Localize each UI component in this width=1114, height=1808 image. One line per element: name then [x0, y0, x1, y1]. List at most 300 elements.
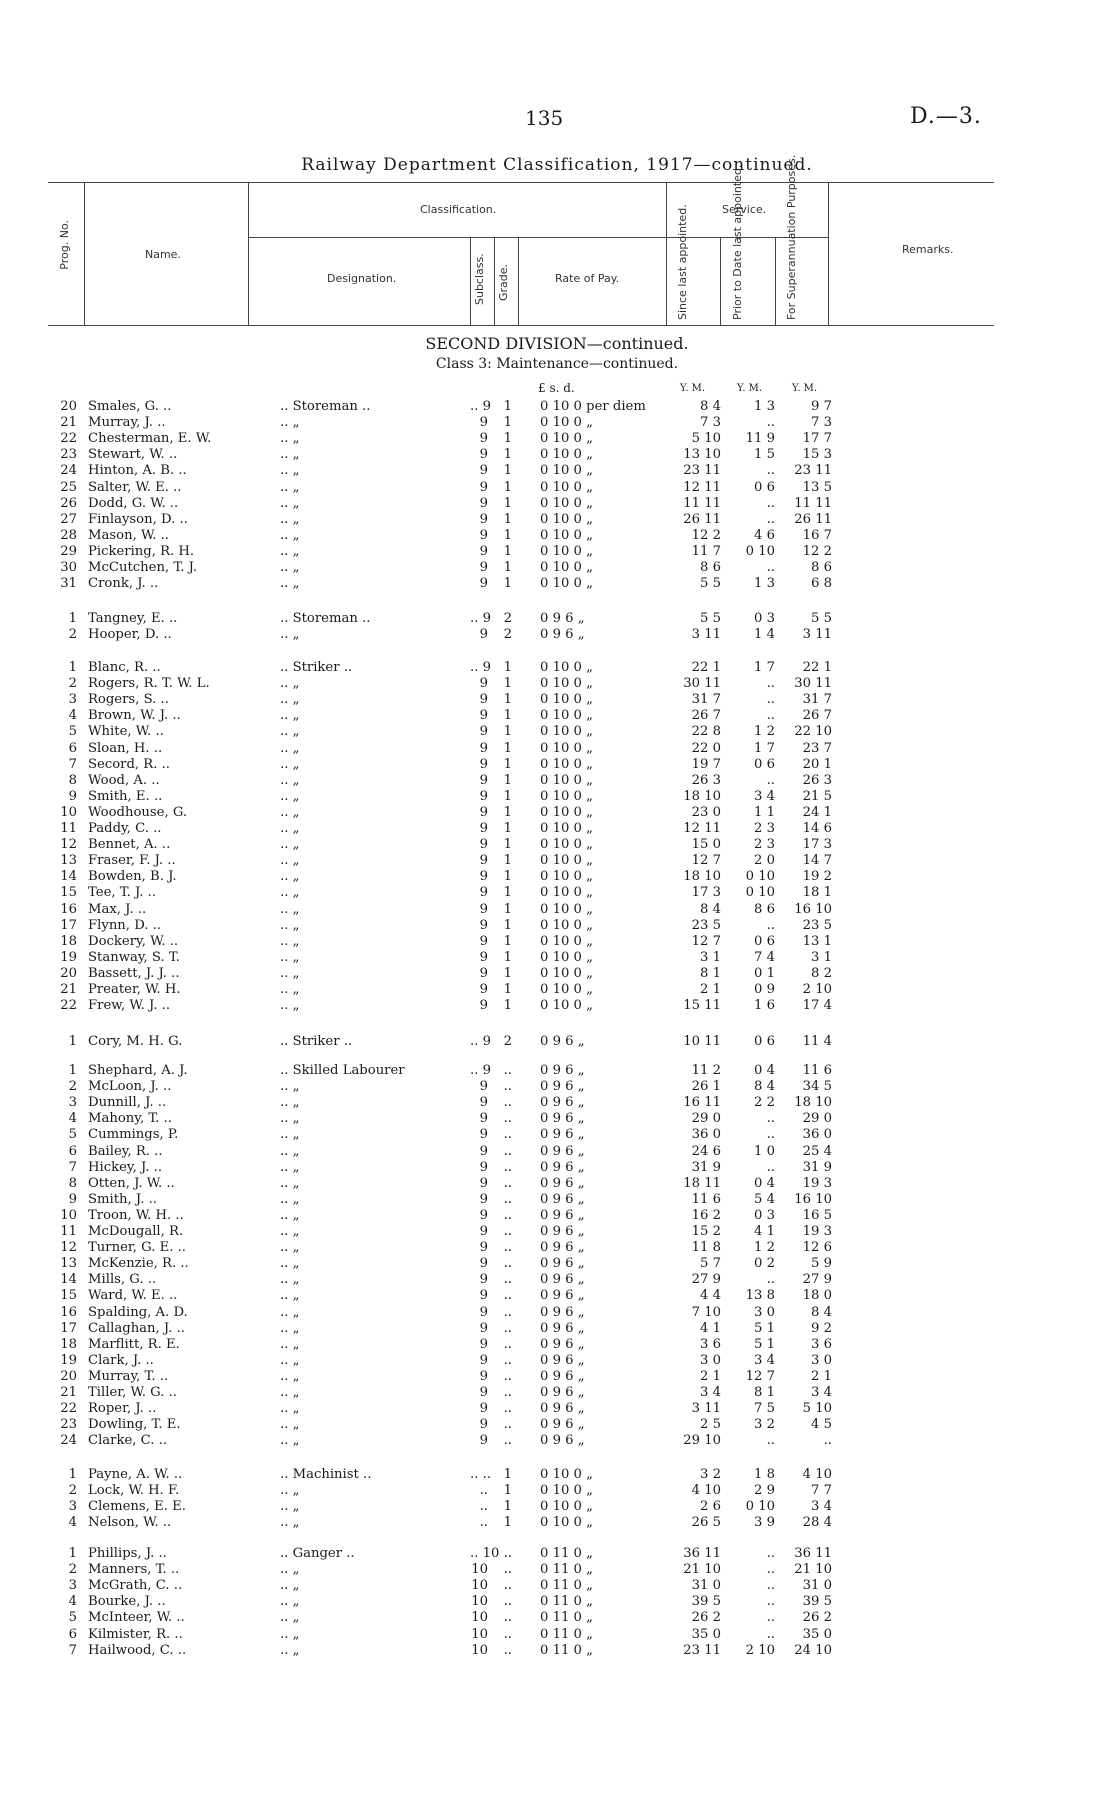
employee-name: Fraser, F. J. ..	[88, 853, 176, 869]
employee-name: Tiller, W. G. ..	[88, 1385, 177, 1400]
grade: ..	[503, 1288, 512, 1304]
table-row	[0, 1160, 1114, 1176]
prog-no: 20	[60, 965, 77, 981]
grade: ..	[503, 1546, 512, 1561]
service-prior: 2 9	[754, 1483, 775, 1499]
table-row	[0, 431, 1114, 447]
table-row	[0, 789, 1114, 805]
employee-name: Payne, A. W. ..	[88, 1467, 183, 1482]
prog-no: 7	[68, 1642, 77, 1658]
employee-name: Clarke, C. ..	[88, 1433, 168, 1449]
service-since-appointed: 12 11	[683, 479, 721, 495]
rate-of-pay: 0 11 0 „	[540, 1594, 593, 1610]
subclass: .. ..	[470, 1467, 491, 1482]
subclass: 9	[479, 1240, 488, 1256]
service-prior: ..	[766, 676, 775, 692]
grade: ..	[503, 1304, 512, 1320]
grade: ..	[503, 1562, 512, 1578]
service-since-appointed: 21 10	[683, 1562, 721, 1578]
prog-no: 20	[60, 399, 77, 414]
grade: 1	[503, 692, 512, 708]
subclass: 9	[479, 1385, 488, 1400]
rate-of-pay: 0 10 0 per diem	[540, 399, 646, 414]
grade: ..	[503, 1642, 512, 1658]
units-super: Y. M.	[792, 383, 818, 394]
service-superannuation: 26 11	[794, 511, 832, 527]
service-prior: 1 3	[754, 576, 775, 592]
service-superannuation: 22 1	[802, 660, 832, 675]
service-superannuation: 9 7	[811, 399, 832, 414]
prog-no: 11	[60, 821, 77, 836]
rate-of-pay: 0 10 0 „	[540, 660, 593, 675]
service-prior: 0 10	[745, 885, 775, 901]
subclass: 9	[479, 949, 488, 965]
table-row	[0, 805, 1114, 821]
service-prior: 5 1	[754, 1336, 775, 1352]
service-superannuation: 14 7	[802, 853, 832, 869]
service-since-appointed: 2 5	[700, 1417, 721, 1433]
grade: 1	[503, 1515, 512, 1531]
table-row	[0, 1610, 1114, 1626]
prog-no: 14	[60, 869, 77, 885]
table-row	[0, 1499, 1114, 1515]
grade: 1	[503, 479, 512, 495]
table-row	[0, 708, 1114, 724]
subclass: 10	[471, 1562, 488, 1578]
table-row	[0, 1321, 1114, 1337]
designation: .. „	[280, 933, 300, 949]
employee-name: Callaghan, J. ..	[88, 1320, 185, 1336]
rate-of-pay: 0 9 6 „	[540, 1385, 585, 1400]
grade: 2	[503, 627, 512, 643]
table-row	[0, 918, 1114, 934]
rate-of-pay: 0 10 0 „	[540, 804, 593, 820]
grade: ..	[503, 1175, 512, 1191]
subsection-heading: Class 3: Maintenance—continued.	[435, 356, 679, 372]
service-since-appointed: 26 11	[683, 511, 721, 527]
subclass: .. 9	[470, 611, 491, 626]
subclass: 9	[479, 1272, 488, 1288]
designation: .. „	[280, 982, 300, 997]
grade: 1	[503, 740, 512, 756]
rate-of-pay: 0 11 0 „	[540, 1610, 593, 1626]
service-prior: 0 9	[754, 982, 775, 997]
prog-no: 23	[60, 447, 77, 463]
subclass: 9	[479, 1304, 488, 1320]
table-row	[0, 660, 1114, 676]
prog-no: 2	[68, 676, 77, 692]
service-since-appointed: 3 2	[700, 1467, 721, 1482]
subclass: 9	[479, 1352, 488, 1368]
rate-of-pay: 0 10 0 „	[540, 821, 593, 836]
service-prior: 0 3	[754, 611, 775, 626]
service-since-appointed: 12 2	[691, 527, 721, 543]
service-prior: 7 5	[754, 1401, 775, 1417]
service-prior: 0 6	[754, 479, 775, 495]
table-row	[0, 757, 1114, 773]
service-superannuation: 11 11	[794, 495, 832, 511]
designation: .. „	[280, 527, 300, 543]
grade: ..	[503, 1159, 512, 1175]
designation: .. „	[280, 1562, 300, 1578]
service-prior: ..	[766, 1546, 775, 1561]
employee-name: Clemens, E. E.	[88, 1499, 186, 1515]
service-since-appointed: 35 0	[691, 1626, 721, 1642]
employee-name: Roper, J. ..	[88, 1401, 157, 1417]
designation: .. „	[280, 804, 300, 820]
service-superannuation: 20 1	[802, 756, 832, 772]
designation: .. „	[280, 1095, 300, 1111]
header-designation: Designation.	[327, 272, 397, 285]
employee-name: Rogers, S. ..	[88, 692, 169, 708]
subclass: 10	[471, 1642, 488, 1658]
grade: ..	[503, 1401, 512, 1417]
service-superannuation: 3 4	[811, 1385, 832, 1400]
grade: 1	[503, 511, 512, 527]
service-superannuation: 5 5	[811, 611, 832, 626]
rate-of-pay: 0 10 0 „	[540, 724, 593, 740]
prog-no: 21	[60, 982, 77, 997]
prog-no: 2	[68, 1079, 77, 1095]
prog-no: 20	[60, 1368, 77, 1384]
subclass: 9	[479, 447, 488, 463]
employee-name: Marflitt, R. E.	[88, 1336, 180, 1352]
employee-name: Ward, W. E. ..	[88, 1288, 178, 1304]
subclass: 9	[479, 1417, 488, 1433]
subclass: 9	[479, 788, 488, 804]
employee-name: Dockery, W. ..	[88, 933, 179, 949]
employee-name: Chesterman, E. W.	[88, 431, 212, 447]
subclass: 9	[479, 885, 488, 901]
service-since-appointed: 31 7	[691, 692, 721, 708]
rate-of-pay: 0 10 0 „	[540, 676, 593, 692]
designation: .. „	[280, 1224, 300, 1239]
table-row	[0, 544, 1114, 560]
rate-of-pay: 0 9 6 „	[540, 1352, 585, 1368]
service-prior: 8 6	[754, 901, 775, 917]
service-prior: 3 4	[754, 1352, 775, 1368]
prog-no: 1	[68, 660, 77, 675]
service-prior: 12 7	[745, 1368, 775, 1384]
grade: 2	[503, 1034, 512, 1049]
grade: 1	[503, 708, 512, 724]
rate-of-pay: 0 10 0 „	[540, 917, 593, 933]
rate-of-pay: 0 10 0 „	[540, 576, 593, 592]
units-pay: £ s. d.	[538, 381, 575, 395]
designation: .. „	[280, 1159, 300, 1175]
rate-of-pay: 0 10 0 „	[540, 692, 593, 708]
subclass: 9	[479, 1433, 488, 1449]
designation: .. „	[280, 1610, 300, 1626]
employee-name: Tee, T. J. ..	[88, 885, 157, 901]
employee-name: Phillips, J. ..	[88, 1546, 167, 1561]
prog-no: 10	[60, 804, 77, 820]
employee-name: White, W. ..	[88, 724, 164, 740]
prog-no: 5	[68, 1127, 77, 1143]
table-row	[0, 480, 1114, 496]
subclass: 9	[479, 1127, 488, 1143]
service-superannuation: 5 10	[802, 1401, 832, 1417]
prog-no: 19	[60, 949, 77, 965]
subclass: 9	[479, 1175, 488, 1191]
designation: .. Striker ..	[280, 1034, 353, 1049]
table-row	[0, 447, 1114, 463]
service-prior: ..	[766, 1272, 775, 1288]
table-row	[0, 1353, 1114, 1369]
service-superannuation: 2 10	[802, 982, 832, 997]
employee-name: McCutchen, T. J.	[88, 560, 198, 575]
employee-name: Lock, W. H. F.	[88, 1483, 180, 1499]
service-superannuation: 11 4	[802, 1034, 832, 1049]
table-row	[0, 1256, 1114, 1272]
service-prior: 0 6	[754, 933, 775, 949]
grade: 1	[503, 772, 512, 788]
table-row	[0, 1467, 1114, 1483]
rate-of-pay: 0 10 0 „	[540, 447, 593, 463]
prog-no: 24	[60, 1433, 77, 1449]
service-superannuation: 4 10	[802, 1467, 832, 1482]
grade: ..	[503, 1095, 512, 1111]
employee-name: McLoon, J. ..	[88, 1079, 172, 1095]
service-prior: ..	[766, 560, 775, 575]
table-row	[0, 1337, 1114, 1353]
table-row	[0, 869, 1114, 885]
rate-of-pay: 0 10 0 „	[540, 495, 593, 511]
grade: 1	[503, 543, 512, 559]
prog-no: 21	[60, 1385, 77, 1400]
subclass: 9	[479, 463, 488, 479]
subclass: .. 9	[470, 1063, 491, 1078]
designation: .. „	[280, 885, 300, 901]
prog-no: 24	[60, 463, 77, 479]
grade: 1	[503, 1483, 512, 1499]
prog-no: 6	[68, 740, 77, 756]
grade: 1	[503, 495, 512, 511]
service-prior: 4 1	[754, 1224, 775, 1239]
employee-name: Hickey, J. ..	[88, 1159, 163, 1175]
subclass: 9	[479, 576, 488, 592]
subclass: 9	[479, 998, 488, 1014]
rate-of-pay: 0 11 0 „	[540, 1626, 593, 1642]
subclass: 10	[471, 1610, 488, 1626]
rate-of-pay: 0 10 0 „	[540, 998, 593, 1014]
service-superannuation: 17 4	[802, 998, 832, 1014]
service-since-appointed: 31 9	[691, 1159, 721, 1175]
subclass: 9	[479, 1320, 488, 1336]
grade: 1	[503, 837, 512, 853]
prog-no: 2	[68, 1483, 77, 1499]
designation: .. „	[280, 627, 300, 643]
service-superannuation: 8 4	[811, 1304, 832, 1320]
subclass: 9	[479, 431, 488, 447]
employee-name: Bourke, J. ..	[88, 1594, 166, 1610]
designation: .. „	[280, 1256, 300, 1272]
grade: 1	[503, 949, 512, 965]
grade: 1	[503, 965, 512, 981]
service-superannuation: 3 0	[811, 1352, 832, 1368]
table-row	[0, 1594, 1114, 1610]
prog-no: 1	[68, 1034, 77, 1049]
grade: ..	[503, 1626, 512, 1642]
employee-name: Brown, W. J. ..	[88, 708, 181, 724]
employee-name: Finlayson, D. ..	[88, 511, 188, 527]
service-prior: ..	[766, 1578, 775, 1594]
prog-no: 2	[68, 1562, 77, 1578]
prog-no: 22	[60, 998, 77, 1014]
table-row	[0, 821, 1114, 837]
subclass: .. 9	[470, 660, 491, 675]
prog-no: 16	[60, 901, 77, 917]
employee-name: Nelson, W. ..	[88, 1515, 172, 1531]
table-row	[0, 1224, 1114, 1240]
subclass: 9	[479, 676, 488, 692]
grade: 1	[503, 1499, 512, 1515]
service-since-appointed: 13 10	[683, 447, 721, 463]
service-prior: 0 10	[745, 543, 775, 559]
service-superannuation: 12 6	[802, 1240, 832, 1256]
rate-of-pay: 0 10 0 „	[540, 788, 593, 804]
service-since-appointed: 5 5	[700, 611, 721, 626]
rate-of-pay: 0 9 6 „	[540, 1240, 585, 1256]
service-prior: 1 2	[754, 724, 775, 740]
employee-name: Stanway, S. T.	[88, 949, 180, 965]
rate-of-pay: 0 9 6 „	[540, 1127, 585, 1143]
units-prior: Y. M.	[737, 383, 763, 394]
grade: 1	[503, 788, 512, 804]
grade: 1	[503, 660, 512, 675]
grade: ..	[503, 1272, 512, 1288]
designation: .. „	[280, 560, 300, 575]
rate-of-pay: 0 10 0 „	[540, 708, 593, 724]
subclass: 9	[479, 724, 488, 740]
service-superannuation: 16 5	[802, 1207, 832, 1223]
table-row	[0, 399, 1114, 415]
subclass: .. 10	[470, 1546, 500, 1561]
table-row	[0, 1127, 1114, 1143]
rate-of-pay: 0 9 6 „	[540, 1401, 585, 1417]
designation: .. „	[280, 1515, 300, 1531]
prog-no: 7	[68, 756, 77, 772]
table-row	[0, 1240, 1114, 1256]
subclass: 10	[471, 1578, 488, 1594]
grade: 1	[503, 756, 512, 772]
subclass: 9	[479, 821, 488, 836]
employee-name: Salter, W. E. ..	[88, 479, 182, 495]
service-superannuation: 2 1	[811, 1368, 832, 1384]
rate-of-pay: 0 10 0 „	[540, 1515, 593, 1531]
rate-of-pay: 0 9 6 „	[540, 1207, 585, 1223]
prog-no: 26	[60, 495, 77, 511]
service-superannuation: 36 0	[802, 1127, 832, 1143]
service-prior: 1 8	[754, 1467, 775, 1482]
service-prior: 2 0	[754, 853, 775, 869]
grade: 1	[503, 576, 512, 592]
service-superannuation: 27 9	[802, 1272, 832, 1288]
designation: .. „	[280, 869, 300, 885]
rate-of-pay: 0 10 0 „	[540, 965, 593, 981]
subclass: 9	[479, 1079, 488, 1095]
service-since-appointed: 18 11	[683, 1175, 721, 1191]
service-prior: ..	[766, 692, 775, 708]
service-prior: ..	[766, 1610, 775, 1626]
rate-of-pay: 0 11 0 „	[540, 1562, 593, 1578]
prog-no: 28	[60, 527, 77, 543]
service-prior: 1 2	[754, 1240, 775, 1256]
service-prior: 13 8	[745, 1288, 775, 1304]
prog-no: 21	[60, 415, 77, 431]
grade: 1	[503, 560, 512, 575]
prog-no: 13	[60, 1256, 77, 1272]
employee-name: Clark, J. ..	[88, 1352, 154, 1368]
service-superannuation: 24 1	[802, 804, 832, 820]
prog-no: 9	[68, 788, 77, 804]
service-superannuation: 35 0	[802, 1626, 832, 1642]
rate-of-pay: 0 10 0 „	[540, 1499, 593, 1515]
rate-of-pay: 0 10 0 „	[540, 853, 593, 869]
service-superannuation: 23 7	[802, 740, 832, 756]
prog-no: 15	[60, 1288, 77, 1304]
table-row	[0, 998, 1114, 1014]
grade: 1	[503, 933, 512, 949]
designation: .. „	[280, 1499, 300, 1515]
service-prior: ..	[766, 1626, 775, 1642]
grade: ..	[503, 1079, 512, 1095]
employee-name: Hooper, D. ..	[88, 627, 172, 643]
table-row	[0, 741, 1114, 757]
employee-name: Hinton, A. B. ..	[88, 463, 187, 479]
designation: .. „	[280, 821, 300, 836]
prog-no: 15	[60, 885, 77, 901]
service-since-appointed: 3 4	[700, 1385, 721, 1400]
rate-of-pay: 0 9 6 „	[540, 1111, 585, 1127]
employee-name: McInteer, W. ..	[88, 1610, 185, 1626]
grade: 1	[503, 1467, 512, 1482]
service-since-appointed: 11 8	[691, 1240, 721, 1256]
prog-no: 12	[60, 1240, 77, 1256]
service-since-appointed: 26 2	[691, 1610, 721, 1626]
service-prior: 1 3	[754, 399, 775, 414]
subclass: 9	[479, 511, 488, 527]
rate-of-pay: 0 9 6 „	[540, 1175, 585, 1191]
rate-of-pay: 0 9 6 „	[540, 1433, 585, 1449]
designation: .. „	[280, 692, 300, 708]
rate-of-pay: 0 10 0 „	[540, 982, 593, 997]
table-row	[0, 1192, 1114, 1208]
rate-of-pay: 0 9 6 „	[540, 1417, 585, 1433]
service-prior: 1 7	[754, 660, 775, 675]
employee-name: Flynn, D. ..	[88, 917, 162, 933]
service-since-appointed: 15 11	[683, 998, 721, 1014]
prog-no: 10	[60, 1207, 77, 1223]
service-prior: ..	[766, 1127, 775, 1143]
service-superannuation: ..	[823, 1433, 832, 1449]
service-since-appointed: 26 3	[691, 772, 721, 788]
prog-no: 29	[60, 543, 77, 559]
employee-name: Pickering, R. H.	[88, 543, 195, 559]
subclass: 9	[479, 1191, 488, 1207]
table-row	[0, 724, 1114, 740]
rate-of-pay: 0 10 0 „	[540, 527, 593, 543]
prog-no: 14	[60, 1272, 77, 1288]
service-prior: ..	[766, 917, 775, 933]
prog-no: 4	[68, 1111, 77, 1127]
grade: ..	[503, 1336, 512, 1352]
service-since-appointed: 11 6	[691, 1191, 721, 1207]
header-rate-of-pay: Rate of Pay.	[555, 272, 620, 285]
service-prior: ..	[766, 708, 775, 724]
grade: ..	[503, 1578, 512, 1594]
rate-of-pay: 0 9 6 „	[540, 1224, 585, 1239]
